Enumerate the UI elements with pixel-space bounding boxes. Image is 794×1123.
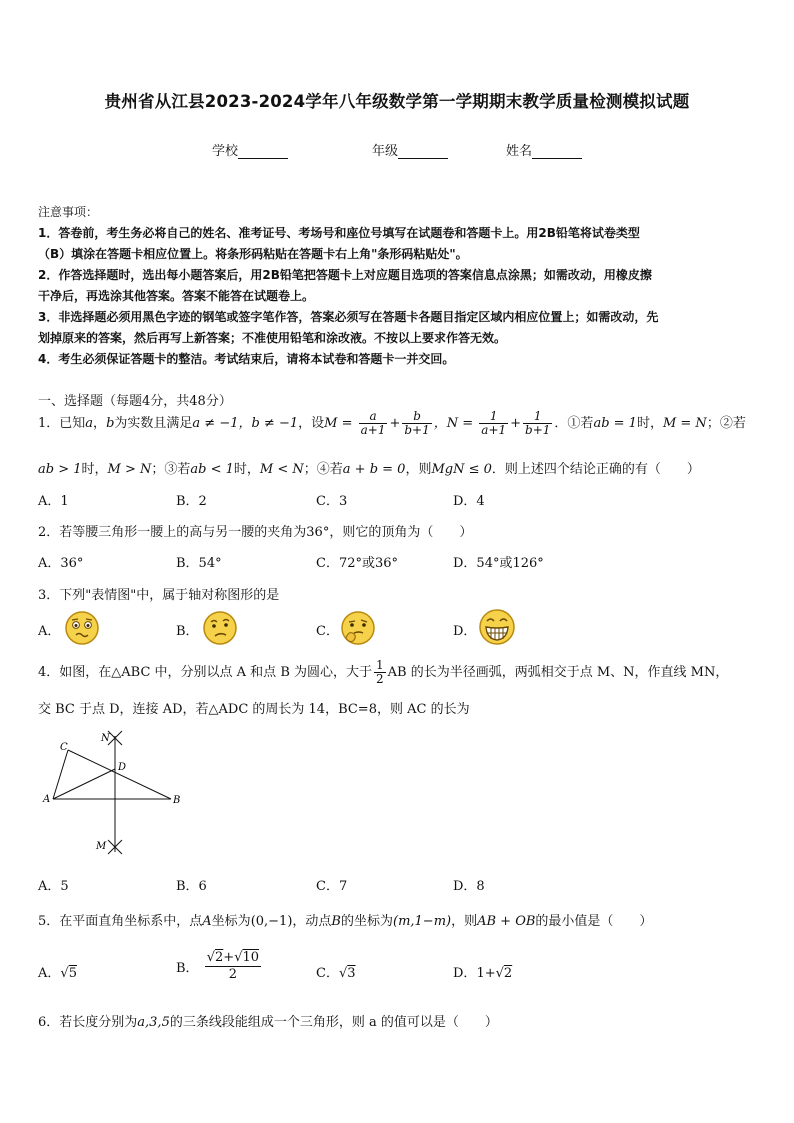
question-6: 6．若长度分别为a,3,5的三条线段能组成一个三角形，则 a 的值可以是（ ）	[38, 1015, 498, 1030]
question-1-line-2: ab > 1时，M > N；③若ab < 1时，M < N；④若a + b = 0，则MgN ≤ 0．则上述四个结论正确的有（ ）	[38, 462, 700, 477]
q1-option-a[interactable]: A．1	[38, 494, 69, 509]
grinning-face-icon	[478, 608, 516, 646]
q1-option-d[interactable]: D．4	[453, 494, 485, 509]
notes-heading: 注意事项：	[38, 205, 99, 219]
label-n: N	[101, 733, 110, 744]
sqrt-icon: √	[60, 966, 69, 981]
label-a: A	[43, 794, 51, 805]
fraction: $\frac{1}{b+1}$	[525, 409, 551, 437]
sqrt-icon: √	[495, 966, 504, 981]
q3-option-d[interactable]: D．	[453, 624, 477, 639]
q2-option-c[interactable]: C．72°或36°	[316, 556, 399, 571]
triangle-construction-figure	[38, 728, 188, 858]
label-b: B	[173, 795, 181, 806]
q3-option-b[interactable]: B．	[176, 624, 199, 639]
name-field[interactable]: 姓名	[506, 140, 582, 159]
sqrt-icon: √	[234, 950, 243, 965]
note-2b: 干净后，再选涂其他答案。答案不能答在试题卷上。	[38, 289, 315, 303]
q4-option-d[interactable]: D．8	[453, 879, 485, 894]
thinking-face-icon	[340, 610, 376, 646]
q3-option-c[interactable]: C．	[316, 624, 339, 639]
q5-option-b[interactable]: B． $\frac{√2+√10}{2}$	[176, 950, 260, 982]
note-2a: 2．作答选择题时，选出每小题答案后，用2B铅笔把答题卡上对应题目选项的答案信息点涂黑；如需改动，用橡皮擦	[38, 268, 652, 282]
question-4-line-2: 交 BC 于点 D，连接 AD，若△ADC 的周长为 14，BC=8，则 AC 的长为	[38, 702, 470, 717]
question-5: 5．在平面直角坐标系中，点A坐标为(0,−1)，动点B的坐标为(m,1−m)，则AB + OB的最小值是（ ）	[38, 914, 653, 929]
q1-option-c[interactable]: C．3	[316, 494, 348, 509]
label-c: C	[60, 742, 68, 753]
note-4: 4．考生必须保证答题卡的整洁。考试结束后，请将本试卷和答题卡一并交回。	[38, 352, 455, 366]
label-d: D	[118, 762, 127, 773]
q4-option-b[interactable]: B．6	[176, 879, 207, 894]
note-1a: 1．答卷前，考生务必将自己的姓名、准考证号、考场号和座位号填写在试题卷和答题卡上。用2B铅笔将试卷类型	[38, 226, 640, 240]
page-title: 贵州省从江县2023-2024学年八年级数学第一学期期末教学质量检测模拟试题	[104, 92, 690, 111]
q2-option-b[interactable]: B．54°	[176, 556, 222, 571]
question-1-line-1: 1．已知a，b为实数且满足a ≠ −1，b ≠ −1，设M = $\frac{a}{a+1}$ + $\frac{b}{b+1}$ ，N = $\frac{1}{a+1}$ + $\frac{1}{b+1}$ ．①若ab = 1时，M = N；②若	[38, 409, 746, 437]
grade-field[interactable]: 年级	[372, 140, 448, 159]
q2-option-a[interactable]: A．36°	[38, 556, 84, 571]
fraction: $\frac{a}{a+1}$	[360, 409, 386, 437]
q5-option-c[interactable]: C．√3	[316, 966, 356, 981]
fraction: $\frac{b}{b+1}$	[404, 409, 430, 437]
school-field[interactable]: 学校	[212, 140, 288, 159]
fraction: $\frac{1}{a+1}$	[481, 409, 507, 437]
note-3a: 3．非选择题必须用黑色字迹的钢笔或签字笔作答，答案必须写在答题卡各题目指定区域内相应位置上；如需改动，先	[38, 310, 659, 324]
question-4-line-1: 4．如图，在△ABC 中，分别以点 A 和点 B 为圆心，大于 $\frac{1}{2}$ AB 的长为半径画弧，两弧相交于点 M、N，作直线 MN，	[38, 658, 729, 686]
q2-option-d[interactable]: D．54°或126°	[453, 556, 544, 571]
q4-option-c[interactable]: C．7	[316, 879, 348, 894]
sqrt-icon: √	[338, 966, 348, 981]
note-3b: 划掉原来的答案，然后再写上新答案；不准使用铅笔和涂改液。不按以上要求作答无效。	[38, 331, 507, 345]
question-2: 2．若等腰三角形一腰上的高与另一腰的夹角为36°，则它的顶角为（ ）	[38, 525, 473, 540]
q1-option-b[interactable]: B．2	[176, 494, 207, 509]
q5-option-d[interactable]: D．1+√2	[453, 966, 513, 981]
sqrt-icon: √	[206, 950, 215, 965]
note-1b: （B）填涂在答题卡相应位置上。将条形码粘贴在答题卡右上角"条形码粘贴处"。	[38, 247, 468, 261]
q4-option-a[interactable]: A．5	[38, 879, 69, 894]
fraction: $\frac{√2+√10}{2}$	[206, 950, 260, 982]
q3-option-a[interactable]: A．	[38, 624, 61, 639]
section-heading: 一、选择题（每题4分，共48分）	[38, 394, 232, 409]
label-m: M	[96, 841, 107, 852]
q5-option-a[interactable]: A．√5	[38, 966, 77, 981]
confused-face-icon	[202, 610, 238, 646]
question-3: 3．下列"表情图"中，属于轴对称图形的是	[38, 588, 280, 603]
worried-face-icon	[64, 610, 100, 646]
fraction: $\frac{1}{2}$	[376, 658, 384, 686]
